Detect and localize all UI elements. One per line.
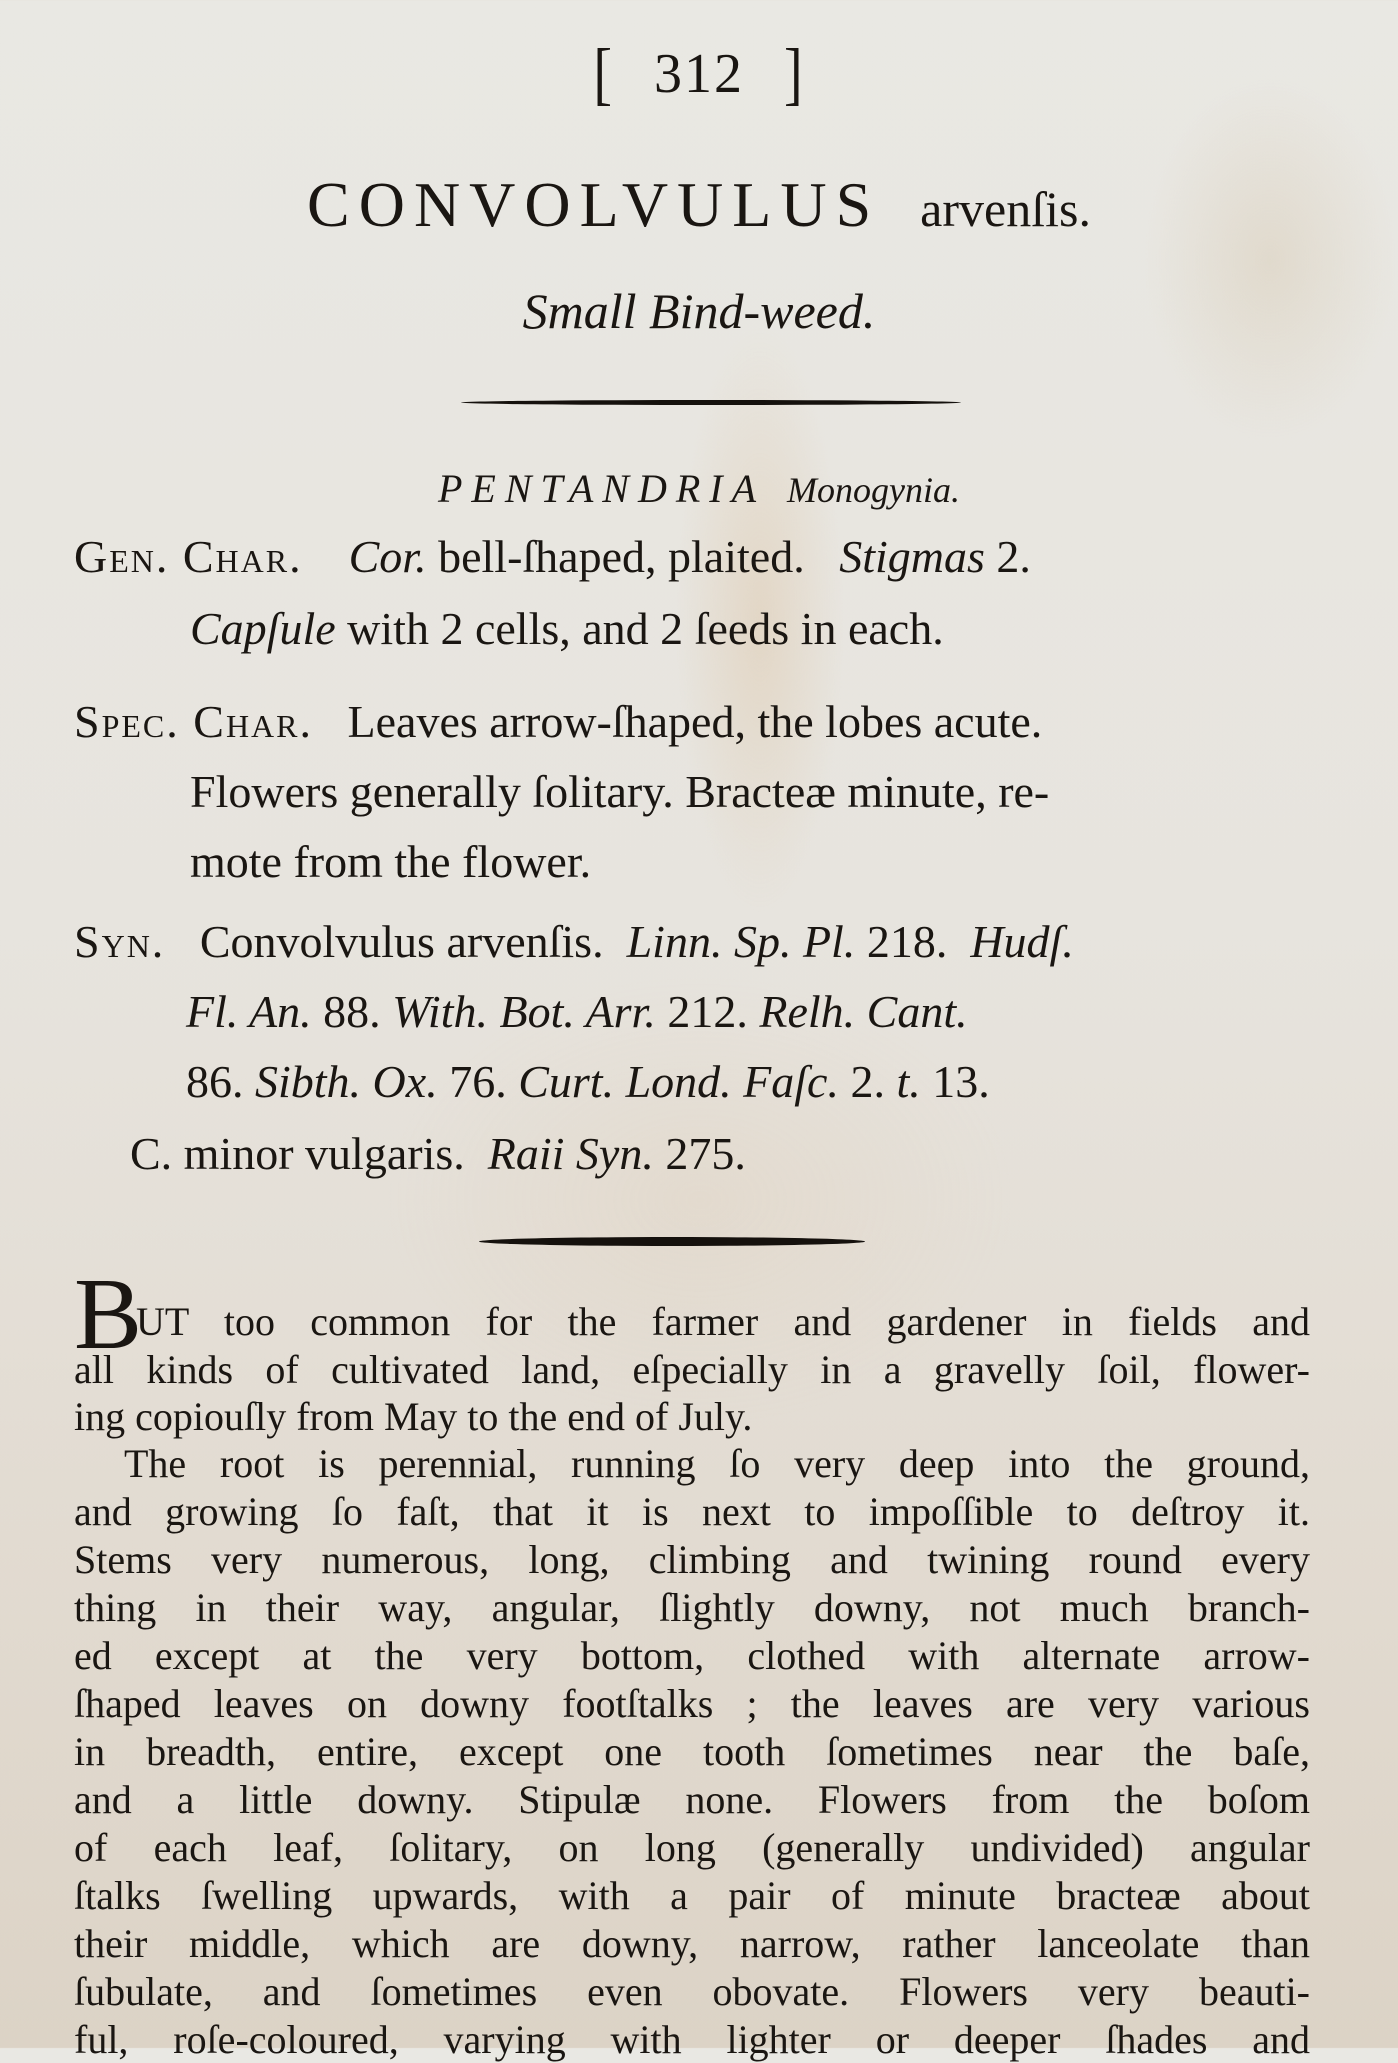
syn-ref-curt: Curt. Lond. Faſc. (518, 1056, 839, 1107)
spec-char-text-1: Leaves arrow-ſhaped, the lobes acute. (347, 696, 1043, 747)
gen-char-corolla: Cor. (348, 531, 427, 582)
spec-char-line-3: mote from the flower. (190, 836, 592, 887)
order-name: Monogynia. (787, 470, 960, 510)
syn-ref-linn: Linn. Sp. Pl. (626, 916, 856, 967)
gen-char-capsule-text: with 2 cells, and 2 ſeeds in each. (335, 603, 944, 654)
body-line-5: Stems very numerous, long, climbing and twining round every (74, 1537, 1310, 1582)
syn-ref-huds: Hudſ. (970, 916, 1074, 967)
syn-ref-raii-page: 275. (653, 1128, 746, 1179)
syn-ref-sibth-page: 76. (437, 1056, 519, 1107)
genus-name: CONVOLVULUS (307, 169, 881, 240)
syn-ref-raii: Raii Syn. (487, 1128, 654, 1179)
syn-line-4 (130, 1127, 746, 1180)
body-line-11: of each leaf, ſolitary, on long (generally undivided) angular (74, 1825, 1310, 1870)
body-line-7: ed except at the very bottom, clothed with alternate arrow- (74, 1633, 1310, 1678)
gen-char-line-1 (74, 530, 1031, 583)
body-line-3: The root is perennial, running ſo very deep into the ground, (124, 1441, 1310, 1486)
gen-char-label: Gen. Char. (74, 531, 303, 582)
gen-char-stigmas: Stigmas (839, 531, 985, 582)
syn-ref-sibth: Sibth. Ox. (255, 1056, 438, 1107)
syn-alt-name: C. minor vulgaris. (130, 1128, 465, 1179)
species-epithet: arvenſis. (920, 181, 1091, 237)
gen-char-stigma-count: 2. (984, 531, 1031, 582)
bracket-right: ] (784, 35, 805, 113)
body-line-10: and a little downy. Stipulæ none. Flowers from the boſom (74, 1777, 1310, 1822)
syn-ref-curt-fasc: 2. (838, 1056, 897, 1107)
body-line-13: their middle, which are downy, narrow, rather lanceolate than (74, 1921, 1310, 1966)
syn-label: Syn. (74, 916, 166, 967)
gen-char-capsule: Capſule (190, 603, 336, 654)
syn-name: Convolvulus arvenſis. (199, 916, 604, 967)
class-name: PENTANDRIA (438, 466, 766, 511)
syn-ref-with: With. Bot. Arr. (392, 986, 656, 1037)
spec-char-label: Spec. Char. (74, 696, 314, 747)
syn-line-3 (186, 1055, 990, 1108)
bracket-left: [ (593, 35, 614, 113)
syn-ref-relh-page: 86. (186, 1056, 255, 1107)
common-name: Small Bind-weed. (522, 283, 876, 339)
body-line-2: ing copiouſly from May to the end of July. (74, 1394, 753, 1439)
linnaean-classification (0, 465, 1398, 512)
body-line-0: UT too common for the farmer and gardener in fields and (136, 1299, 1310, 1344)
body-line-1: all kinds of cultivated land, eſpecially in a gravelly ſoil, flower- (74, 1347, 1310, 1392)
page-number-value: 312 (654, 43, 744, 105)
gen-char-text: bell-ſhaped, plaited. (426, 531, 817, 582)
body-line-15: ful, roſe-coloured, varying with lighter or deeper ſhades and (74, 2017, 1310, 2062)
syn-ref-relh: Relh. Cant. (759, 986, 968, 1037)
syn-ref-curt-t: t. (896, 1056, 921, 1107)
body-line-14: ſubulate, and ſometimes even obovate. Flowers very beauti- (74, 1969, 1310, 2014)
spec-char-line-1 (74, 695, 1042, 748)
spec-char-line-2: Flowers generally ſolitary. Bracteæ minute, re- (190, 766, 1050, 817)
syn-ref-curt-plate: 13. (920, 1056, 990, 1107)
body-line-4: and growing ſo faſt, that it is next to impoſſible to deſtroy it. (74, 1489, 1310, 1534)
divider-rule-bottom (479, 1237, 865, 1246)
body-line-6: thing in their way, angular, ſlightly downy, not much branch- (74, 1585, 1310, 1630)
gen-char-line-2 (190, 602, 944, 655)
species-title (0, 168, 1398, 242)
divider-rule-top (461, 400, 961, 405)
body-line-12: ſtalks ſwelling upwards, with a pair of minute bracteæ about (74, 1873, 1310, 1918)
syn-ref-fl-an-page: 88. (311, 986, 393, 1037)
syn-ref-fl-an: Fl. An. (186, 986, 312, 1037)
page-number (0, 35, 1398, 113)
syn-line-1 (74, 915, 1074, 968)
syn-ref-linn-page: 218. (855, 916, 959, 967)
drop-cap: B (74, 1258, 143, 1371)
syn-ref-with-page: 212. (655, 986, 760, 1037)
body-line-8: ſhaped leaves on downy footſtalks ; the leaves are very various (74, 1681, 1310, 1726)
syn-line-2 (186, 985, 968, 1038)
body-line-9: in breadth, entire, except one tooth ſometimes near the baſe, (74, 1729, 1310, 1774)
